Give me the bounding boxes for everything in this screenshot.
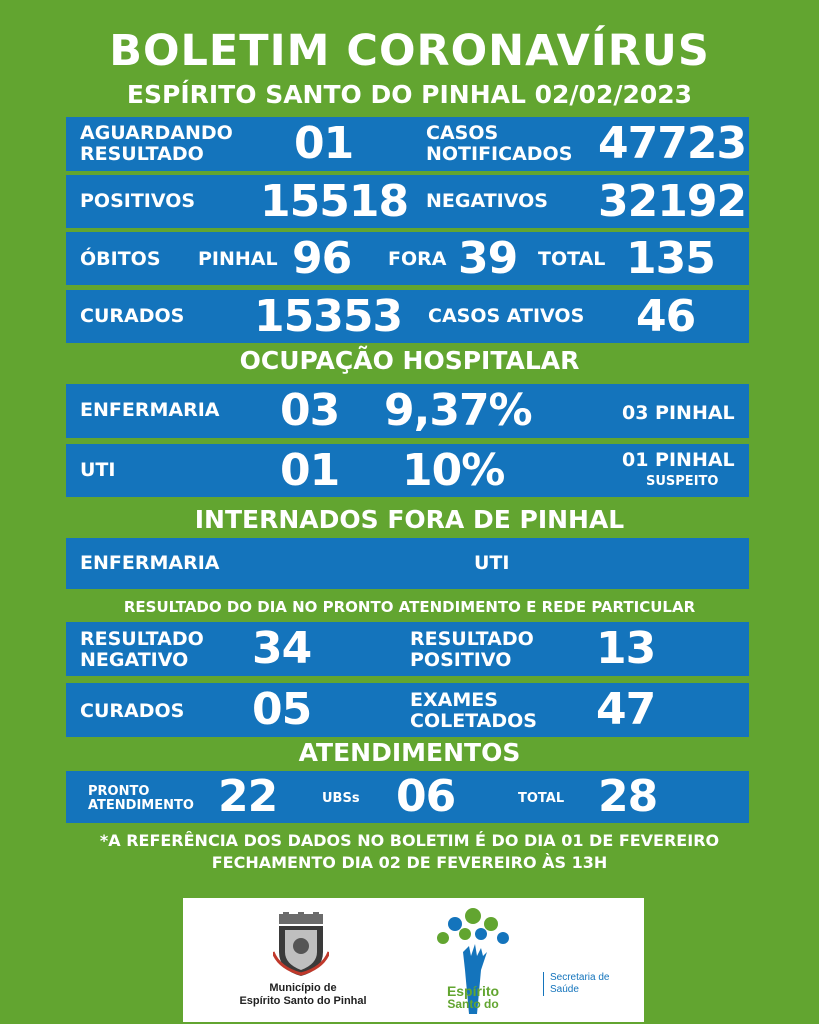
footnote-line2: FECHAMENTO DIA 02 DE FEVEREIRO ÀS 13H: [211, 853, 608, 872]
dia-neg-value: 34: [252, 623, 312, 674]
fora-heading: INTERNADOS FORA DE PINHAL: [194, 505, 625, 534]
row-ocupacao-enfermaria: [66, 384, 749, 438]
row-dia-resultados: [66, 622, 749, 676]
fora-enf-label: ENFERMARIA: [80, 552, 220, 574]
atend-heading: ATENDIMENTOS: [298, 738, 521, 767]
prefeitura-tree-logo-icon: [423, 904, 523, 1016]
row-curados-ativos: [66, 290, 749, 343]
ocupacao-uti-suspeito: SUSPEITO: [646, 474, 719, 489]
atend-ubs-label: UBSs: [322, 791, 360, 806]
notificados-value: 47723: [598, 118, 747, 169]
municipio-line1: Município de: [269, 982, 337, 994]
page-title: BOLETIM CORONAVÍRUS: [109, 26, 710, 76]
positivos-label: POSITIVOS: [80, 190, 196, 212]
dia-curados-label: CURADOS: [80, 700, 185, 722]
positivos-value: 15518: [260, 176, 409, 227]
ocupacao-enf-pct: 9,37%: [384, 385, 532, 436]
svg-text:Espírito: Espírito: [446, 983, 500, 999]
dia-pos-label: RESULTADO POSITIVO: [410, 628, 534, 671]
atend-pronto-value: 22: [218, 771, 278, 822]
ativos-label: CASOS ATIVOS: [428, 305, 585, 327]
dia-heading: RESULTADO DO DIA NO PRONTO ATENDIMENTO E REDE PARTICULAR: [123, 598, 696, 616]
footnote-line1: *A REFERÊNCIA DOS DADOS NO BOLETIM É DO DIA 01 DE FEVEREIRO: [99, 831, 720, 850]
aguardando-label: AGUARDANDO RESULTADO: [80, 122, 233, 165]
ocupacao-uti-value: 01: [280, 445, 340, 496]
dia-pos-value: 13: [596, 623, 656, 674]
ocupacao-enf-note: 03 PINHAL: [622, 402, 735, 424]
obitos-label: ÓBITOS: [80, 248, 161, 270]
dia-curados-value: 05: [252, 684, 312, 735]
fora-uti-label: UTI: [474, 552, 510, 574]
secretaria-saude: [543, 972, 609, 996]
atend-ubs-value: 06: [396, 771, 456, 822]
aguardando-value: 01: [294, 118, 354, 169]
row-dia-curados-exames: [66, 683, 749, 737]
row-ocupacao-uti: [66, 444, 749, 497]
ocupacao-uti-label: UTI: [80, 459, 116, 481]
obitos-total-value: 135: [626, 233, 715, 284]
negativos-value: 32192: [598, 176, 747, 227]
obitos-pinhal-label: PINHAL: [198, 248, 278, 270]
municipio-line2: Espírito Santo do Pinhal: [239, 995, 367, 1007]
dia-exames-label: EXAMES COLETADOS: [410, 689, 537, 732]
notificados-label: CASOS NOTIFICADOS: [426, 122, 573, 165]
secretaria-line1: Secretaria de: [550, 972, 610, 983]
logo-panel: [183, 898, 644, 1022]
atend-pronto-label: PRONTO ATENDIMENTO: [88, 784, 194, 813]
ocupacao-uti-pct: 10%: [402, 445, 505, 496]
ocupacao-enf-value: 03: [280, 385, 340, 436]
row-obitos: [66, 232, 749, 285]
row-positivos-negativos: [66, 175, 749, 228]
secretaria-line2: Saúde: [550, 984, 579, 995]
curados-label: CURADOS: [80, 305, 185, 327]
ocupacao-uti-note: 01 PINHAL: [622, 449, 735, 471]
page-subtitle: ESPÍRITO SANTO DO PINHAL 02/02/2023: [126, 80, 693, 109]
dia-exames-value: 47: [596, 684, 656, 735]
ativos-value: 46: [636, 291, 696, 342]
svg-text:Santo do: Santo do: [447, 997, 499, 1011]
municipio-name: [223, 982, 383, 1008]
obitos-fora-value: 39: [458, 233, 518, 284]
obitos-total-label: TOTAL: [538, 248, 606, 270]
atend-total-value: 28: [598, 771, 658, 822]
row-aguardando-notificados: [66, 117, 749, 171]
ocupacao-heading: OCUPAÇÃO HOSPITALAR: [239, 346, 580, 375]
obitos-pinhal-value: 96: [292, 233, 352, 284]
row-internados-fora: [66, 538, 749, 589]
curados-value: 15353: [254, 291, 403, 342]
row-atendimentos: [66, 771, 749, 823]
obitos-fora-label: FORA: [388, 248, 447, 270]
negativos-label: NEGATIVOS: [426, 190, 548, 212]
dia-neg-label: RESULTADO NEGATIVO: [80, 628, 204, 671]
atend-total-label: TOTAL: [518, 791, 565, 806]
ocupacao-enf-label: ENFERMARIA: [80, 399, 220, 421]
municipal-crest-icon: [273, 912, 329, 978]
